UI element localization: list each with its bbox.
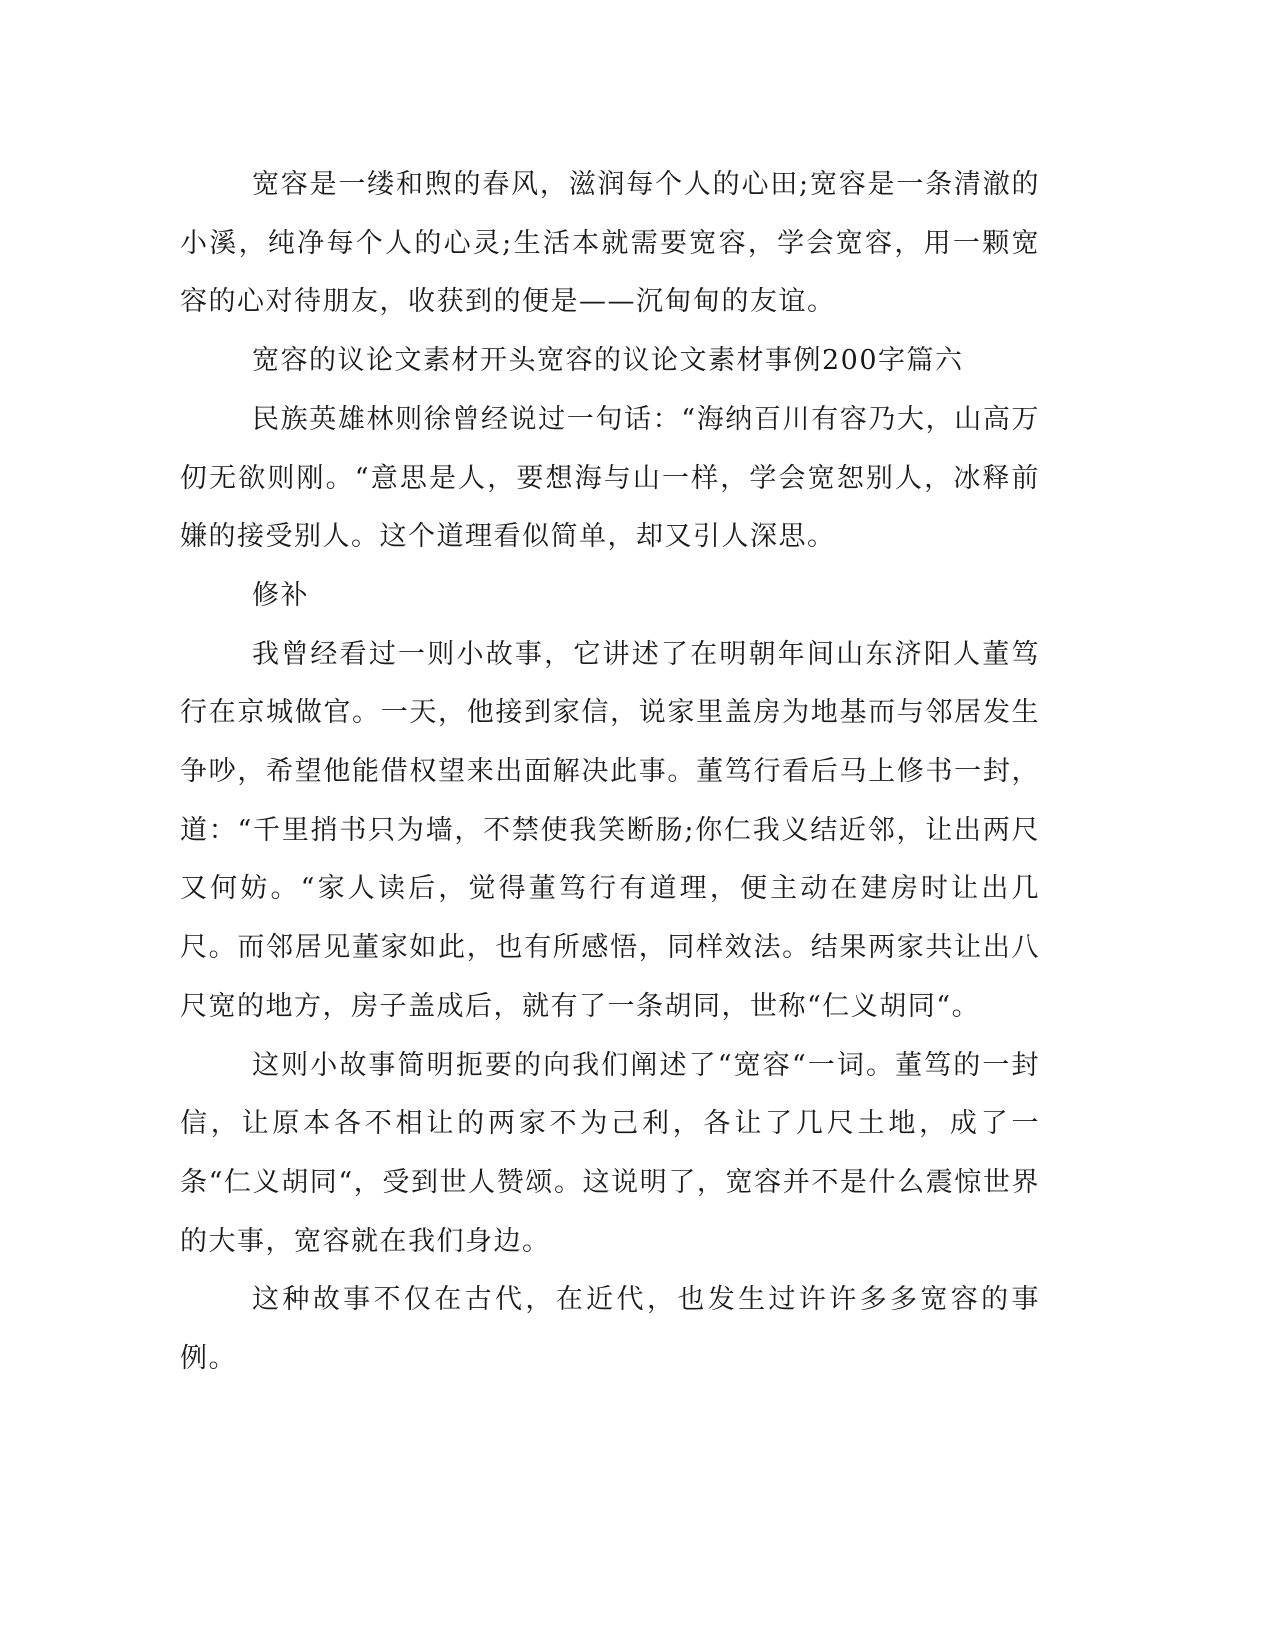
document-body: [180, 156, 1040, 1389]
paragraph-4: 这则小故事简明扼要的向我们阐述了“宽容“一词。董笃的一封信，让原本各不相让的两家不为己利，各让了几尺土地，成了一条“仁义胡同“，受到世人赞颂。这说明了，宽容并不是什么震惊世界的大事，宽容就在我们身边。: [180, 1049, 1040, 1257]
paragraph-5: 这种故事不仅在古代，在近代，也发生过许许多多宽容的事例。: [180, 1284, 1040, 1375]
section-heading: 宽容的议论文素材开头宽容的议论文素材事例200字篇六: [252, 345, 964, 377]
paragraph-2: 民族英雄林则徐曾经说过一句话：“海纳百川有容乃大，山高万仞无欲则刚。“意思是人，要想海与山一样，学会宽恕别人，冰释前嫌的接受别人。这个道理看似简单，却又引人深思。: [180, 403, 1040, 553]
paragraph-3: 我曾经看过一则小故事，它讲述了在明朝年间山东济阳人董笃行在京城做官。一天，他接到家信，说家里盖房为地基而与邻居发生争吵，希望他能借权望来出面解决此事。董笃行看后马上修书一封，道：“千里捎书只为墙，不禁使我笑断肠;你仁我义结近邻，让出两尺又何妨。“家人读后，觉得董笃行有道理，便主动在建房时让出几尺。而邻居见董家如此，也有所感悟，同样效法。结果两家共让出八尺宽的地方，房子盖成后，就有了一条胡同，世称“仁义胡同“。: [180, 638, 1040, 1022]
subheading: 修补: [252, 579, 309, 611]
paragraph-1: 宽容是一缕和煦的春风，滋润每个人的心田;宽容是一条清澈的小溪，纯净每个人的心灵;生活本就需要宽容，学会宽容，用一颗宽容的心对待朋友，收获到的便是——沉甸甸的友谊。: [180, 169, 1040, 318]
